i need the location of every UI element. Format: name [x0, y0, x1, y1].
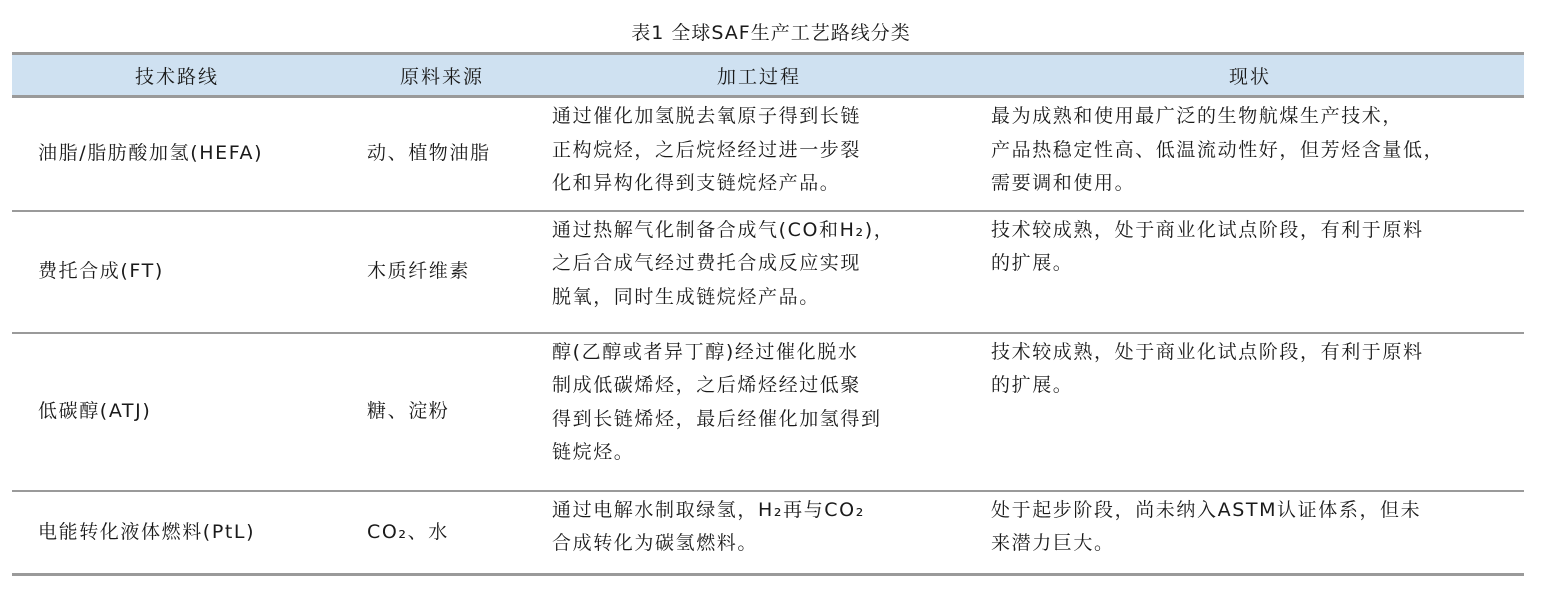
- process-cell: [542, 97, 976, 211]
- process-line: 通过催化加氢脱去氧原子得到长链: [552, 105, 862, 127]
- process-cell: [542, 333, 976, 491]
- table-caption: 表1 全球SAF生产工艺路线分类: [631, 22, 911, 44]
- status-cell: [976, 491, 1524, 575]
- status-line: 的扩展。: [991, 252, 1074, 274]
- route-cell: 低碳醇(ATJ): [12, 333, 342, 491]
- process-line: 制成低碳烯烃，之后烯烃经过低聚: [552, 374, 862, 396]
- route-cell: 油脂/脂肪酸加氢(HEFA): [38, 142, 264, 164]
- status-line: 的扩展。: [991, 374, 1074, 396]
- status-line: 最为成熟和使用最广泛的生物航煤生产技术，: [991, 105, 1404, 127]
- status-cell: [976, 97, 1524, 211]
- status-cell: [976, 211, 1524, 333]
- header-feedstock: 原料来源: [342, 54, 542, 97]
- process-line: 通过电解水制取绿氢，H₂再与CO₂: [552, 498, 865, 521]
- process-cell: [542, 211, 976, 333]
- table-row-ptl: [12, 491, 1524, 575]
- status-line: 产品热稳定性高、低温流动性好，但芳烃含量低，: [991, 138, 1445, 161]
- table-row-atj: [12, 333, 1524, 491]
- process-line: 醇(乙醇或者异丁醇)经过催化脱水: [552, 340, 859, 363]
- process-line: 得到长链烯烃，最后经催化加氢得到: [552, 407, 882, 430]
- header-process: 加工过程: [542, 54, 976, 97]
- table-row-ft: [12, 211, 1524, 333]
- status-line: 技术较成熟，处于商业化试点阶段，有利于原料: [991, 218, 1424, 241]
- status-cell: [976, 333, 1524, 491]
- route-cell: 费托合成(FT): [12, 211, 342, 333]
- process-line: 脱氧，同时生成链烷烃产品。: [552, 285, 820, 308]
- status-line: 来潜力巨大。: [991, 532, 1115, 554]
- feedstock-cell: 动、植物油脂: [367, 142, 491, 164]
- process-line: 链烷烃。: [552, 441, 635, 463]
- process-line: 合成转化为碳氢燃料。: [552, 532, 759, 554]
- process-line: 通过热解气化制备合成气(CO和H₂)，: [552, 218, 895, 241]
- status-line: 处于起步阶段，尚未纳入ASTM认证体系，但未: [991, 498, 1422, 521]
- process-cell: [542, 491, 976, 575]
- route-cell: 电能转化液体燃料(PtL): [12, 491, 342, 575]
- feedstock-cell: 木质纤维素: [342, 211, 542, 333]
- header-status: 现状: [976, 54, 1524, 97]
- status-line: 技术较成熟，处于商业化试点阶段，有利于原料: [991, 340, 1424, 363]
- status-line: 需要调和使用。: [991, 172, 1136, 194]
- saf-route-table: [12, 52, 1524, 576]
- process-line: 之后合成气经过费托合成反应实现: [552, 252, 862, 274]
- feedstock-cell: CO₂、水: [342, 491, 542, 575]
- header-row: [12, 54, 1524, 97]
- feedstock-cell: 糖、淀粉: [342, 333, 542, 491]
- table-row-hefa: [12, 97, 1524, 211]
- header-route: 技术路线: [12, 54, 342, 97]
- process-line: 化和异构化得到支链烷烃产品。: [552, 172, 841, 194]
- process-line: 正构烷烃，之后烷烃经过进一步裂: [552, 138, 862, 161]
